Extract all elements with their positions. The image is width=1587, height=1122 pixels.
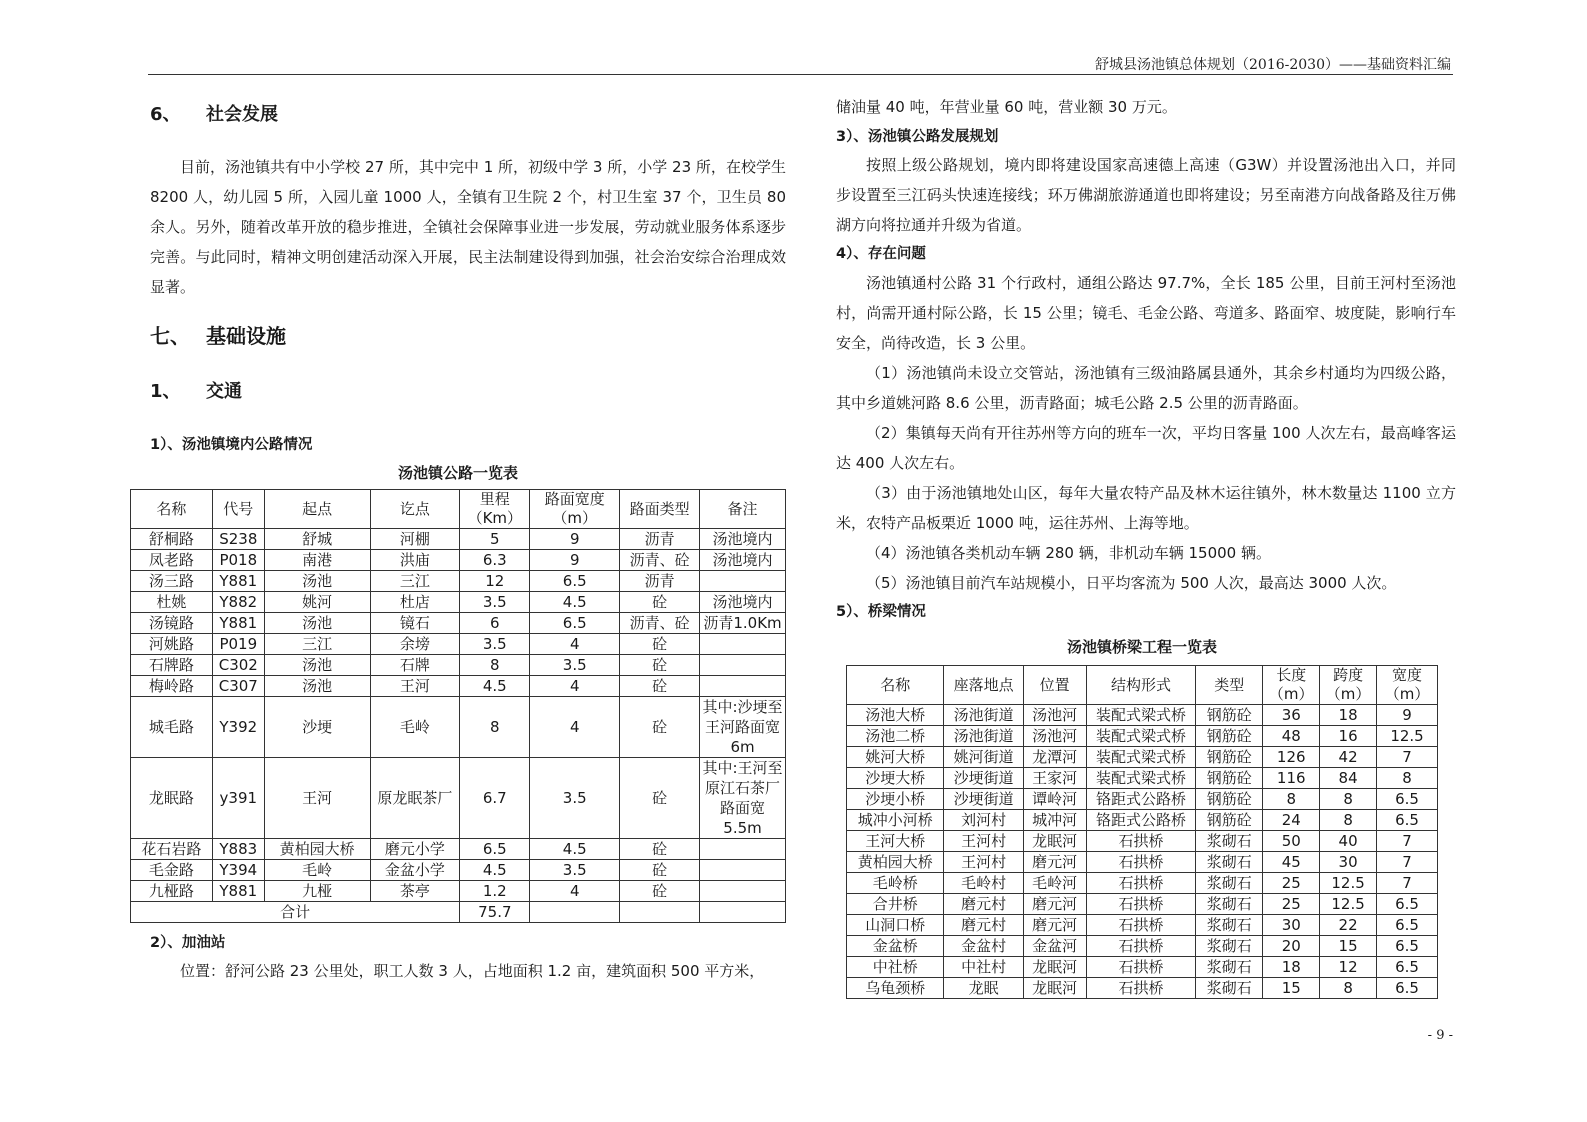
table-cell: 9 (530, 550, 620, 571)
table-cell: 8 (460, 655, 530, 676)
table-cell: 4.5 (530, 839, 620, 860)
table-cell: 7 (1377, 852, 1438, 873)
table-cell (700, 571, 786, 592)
table-cell: 4 (530, 634, 620, 655)
table-cell: 毛岭 (370, 697, 460, 758)
table-cell: 茶亭 (370, 881, 460, 902)
table-cell: 磨元小学 (370, 839, 460, 860)
table-row (131, 592, 786, 613)
table-cell: 5 (460, 529, 530, 550)
table-cell: 石拱桥 (1086, 873, 1196, 894)
item-3-heading: 3）、汤池镇公路发展规划 (836, 129, 999, 145)
table-cell: 汤池河 (1023, 726, 1086, 747)
table-cell: 原龙眠茶厂 (370, 758, 460, 839)
table-cell: 15 (1263, 978, 1320, 999)
table-cell: 毛岭村 (944, 873, 1023, 894)
table-cell: 汤池 (264, 655, 370, 676)
table-cell: 4.5 (460, 676, 530, 697)
column-header: 类型 (1196, 666, 1263, 705)
table-cell: 王河 (264, 758, 370, 839)
table-cell: 沙埂街道 (944, 789, 1023, 810)
table-cell: 装配式梁式桥 (1086, 747, 1196, 768)
table-row (131, 550, 786, 571)
table-cell: 18 (1263, 957, 1320, 978)
column-header: 名称 (131, 490, 213, 529)
table-cell: Y394 (212, 860, 264, 881)
table-cell: 浆砌石 (1196, 873, 1263, 894)
table-cell: 18 (1320, 705, 1377, 726)
section-6-heading (150, 100, 786, 126)
item-4-heading: 4）、存在问题 (836, 246, 926, 262)
social-development-paragraph: 目前，汤池镇共有中小学校 27 所，其中完中 1 所，初级中学 3 所，小学 23 所，在校学生 8200 人，幼儿园 5 所，入园儿童 1000 人，全镇有卫生院 2 个，村卫生室 37 个，卫生员 80 余人。另外，随着改革开放的稳步推进，全镇社会保障事业进一步发展，劳动就业服务体系逐步完善。与此同时，精神文明创建活动深入开展，民主法制建设得到加强，社会治安综合治理成效显著。 (150, 158, 786, 296)
table-row (131, 839, 786, 860)
table-cell: 中社桥 (847, 957, 944, 978)
table-cell: 龙潭河 (1023, 747, 1086, 768)
table-cell: 城冲河 (1023, 810, 1086, 831)
right-column (836, 96, 1456, 999)
table-cell: 梅岭路 (131, 676, 213, 697)
table-cell: 沙埂街道 (944, 768, 1023, 789)
table-cell: 毛岭桥 (847, 873, 944, 894)
table-cell: 黄柏园大桥 (847, 852, 944, 873)
table-cell: S238 (212, 529, 264, 550)
table-cell: 25 (1263, 873, 1320, 894)
table-cell: 铬距式公路桥 (1086, 789, 1196, 810)
table-cell: 金盆桥 (847, 936, 944, 957)
table-cell: 汤池 (264, 613, 370, 634)
table-cell: 杜店 (370, 592, 460, 613)
table-row (847, 789, 1438, 810)
problem-item: （1）汤池镇尚未设立交管站，汤池镇有三级油路属县通外，其余乡村通均为四级公路，其中乡道姚河路 8.6 公里，沥青路面；城毛公路 2.5 公里的沥青路面。 (836, 364, 1456, 412)
chapter-number: 七、 (150, 324, 190, 348)
table-cell: 九桠路 (131, 881, 213, 902)
table-cell: 沙埂小桥 (847, 789, 944, 810)
table-cell: 6.5 (530, 571, 620, 592)
table-row (131, 571, 786, 592)
table-cell: 浆砌石 (1196, 978, 1263, 999)
chapter-7-heading (150, 320, 786, 349)
table-cell: 砼 (620, 697, 700, 758)
bridge-table (846, 665, 1438, 999)
table-cell: 浆砌石 (1196, 915, 1263, 936)
table-cell (700, 655, 786, 676)
table-cell: 钢筋砼 (1196, 705, 1263, 726)
bridge-table-caption: 汤池镇桥梁工程一览表 (1066, 638, 1217, 656)
column-header: 备注 (700, 490, 786, 529)
table-cell: 姚河大桥 (847, 747, 944, 768)
table-cell: C302 (212, 655, 264, 676)
table-row (131, 758, 786, 839)
problem-item: （3）由于汤池镇地处山区，每年大量农特产品及林木运往镇外，林木数量达 1100 立方米，农特产品板栗近 1000 吨，运往苏州、上海等地。 (836, 484, 1456, 532)
problems-list (836, 358, 1456, 598)
table-cell: 12 (1320, 957, 1377, 978)
table-cell: 84 (1320, 768, 1377, 789)
table-cell: 沥青 (620, 571, 700, 592)
table-cell: 姚河街道 (944, 747, 1023, 768)
table-cell: 乌龟颈桥 (847, 978, 944, 999)
table-cell: 钢筋砼 (1196, 810, 1263, 831)
table-cell: 12.5 (1320, 894, 1377, 915)
table-cell: 龙眠河 (1023, 831, 1086, 852)
table-cell: 山洞口桥 (847, 915, 944, 936)
table-cell: 6.5 (1377, 894, 1438, 915)
table-cell: 石牌 (370, 655, 460, 676)
table-cell: 45 (1263, 852, 1320, 873)
table-cell: 3.5 (460, 634, 530, 655)
table-cell (700, 902, 786, 923)
column-header: 座落地点 (944, 666, 1023, 705)
table-cell: 砼 (620, 592, 700, 613)
problem-item: （2）集镇每天尚有开往苏州等方向的班车一次，平均日客量 100 人次左右，最高峰客运达 400 人次左右。 (836, 424, 1456, 472)
table-cell: P018 (212, 550, 264, 571)
table-cell: 金盆小学 (370, 860, 460, 881)
table-cell: 金盆河 (1023, 936, 1086, 957)
column-header: 路面类型 (620, 490, 700, 529)
section-number: 6、 (150, 104, 181, 125)
table-cell: Y881 (212, 613, 264, 634)
table-cell: 沙埂 (264, 697, 370, 758)
header-rule (148, 74, 1453, 75)
table-row (131, 529, 786, 550)
table-cell: 王河村 (944, 852, 1023, 873)
table-cell: 三江 (370, 571, 460, 592)
table-cell: 龙眠河 (1023, 957, 1086, 978)
table-cell: 石拱桥 (1086, 852, 1196, 873)
table-cell: 砼 (620, 860, 700, 881)
table-cell: 余塝 (370, 634, 460, 655)
table-cell: 毛金路 (131, 860, 213, 881)
table-cell (700, 860, 786, 881)
table-cell: P019 (212, 634, 264, 655)
table-row (847, 873, 1438, 894)
table-cell: 装配式梁式桥 (1086, 705, 1196, 726)
road-table (130, 489, 786, 923)
table-cell: 116 (1263, 768, 1320, 789)
table-cell (700, 634, 786, 655)
table-cell: 浆砌石 (1196, 894, 1263, 915)
subsection-1-heading (150, 377, 786, 403)
table-row (131, 881, 786, 902)
table-row (847, 726, 1438, 747)
section-title: 社会发展 (206, 104, 278, 125)
item-1-heading: 1）、汤池镇境内公路情况 (150, 437, 313, 453)
table-cell: 石拱桥 (1086, 978, 1196, 999)
item-2-heading: 2）、加油站 (150, 935, 226, 951)
gas-station-paragraph: 位置：舒河公路 23 公里处，职工人数 3 人，占地面积 1.2 亩，建筑面积 500 平方米， (180, 962, 765, 980)
column-header: 起点 (264, 490, 370, 529)
table-cell: 花石岩路 (131, 839, 213, 860)
table-cell: 镜石 (370, 613, 460, 634)
table-cell: 汤池街道 (944, 726, 1023, 747)
table-cell: 其中:王河至原江石茶厂路面宽 5.5m (700, 758, 786, 839)
table-cell: 36 (1263, 705, 1320, 726)
table-row (131, 676, 786, 697)
table-cell: 4 (530, 697, 620, 758)
table-cell: 汤池街道 (944, 705, 1023, 726)
table-cell: 磨元村 (944, 894, 1023, 915)
table-cell: 30 (1320, 852, 1377, 873)
table-cell: 16 (1320, 726, 1377, 747)
column-header: 路面宽度（m） (530, 490, 620, 529)
table-cell: 沙埂大桥 (847, 768, 944, 789)
table-cell: 50 (1263, 831, 1320, 852)
column-header: 里程（Km） (460, 490, 530, 529)
table-cell: C307 (212, 676, 264, 697)
table-cell: 8 (1377, 768, 1438, 789)
table-cell: 砼 (620, 758, 700, 839)
table-cell: 汤池境内 (700, 529, 786, 550)
table-cell: 12.5 (1377, 726, 1438, 747)
total-label: 合计 (131, 902, 460, 923)
table-cell: 15 (1320, 936, 1377, 957)
table-cell: 汤三路 (131, 571, 213, 592)
table-cell: 砼 (620, 634, 700, 655)
table-cell: 磨元村 (944, 915, 1023, 936)
table-cell: 南港 (264, 550, 370, 571)
table-cell: 凤老路 (131, 550, 213, 571)
page-number: - 9 - (1427, 1028, 1453, 1043)
table-cell: 浆砌石 (1196, 831, 1263, 852)
table-cell: 8 (1320, 978, 1377, 999)
table-cell: 合井桥 (847, 894, 944, 915)
table-cell: 汤池境内 (700, 550, 786, 571)
table-cell: Y881 (212, 881, 264, 902)
column-header: 宽度（m） (1377, 666, 1438, 705)
table-row (131, 655, 786, 676)
table-cell: 8 (1263, 789, 1320, 810)
table-cell: 沥青 (620, 529, 700, 550)
table-cell: 25 (1263, 894, 1320, 915)
table-row (847, 915, 1438, 936)
table-cell: 汤池境内 (700, 592, 786, 613)
table-cell: 沥青、砼 (620, 613, 700, 634)
problems-paragraph: 汤池镇通村公路 31 个行政村，通组公路达 97.7%，全长 185 公里，目前王河村至汤池村，尚需开通村际公路，长 15 公里；镜毛、毛金公路、弯道多、路面窄、坡度陡，影响行车安全，尚待改造，长 3 公里。 (836, 274, 1456, 352)
table-cell: 汤池二桥 (847, 726, 944, 747)
table-cell (620, 902, 700, 923)
table-cell: 12.5 (1320, 873, 1377, 894)
table-cell: 磨元河 (1023, 915, 1086, 936)
table-cell: 4 (530, 881, 620, 902)
table-cell: 6.5 (1377, 810, 1438, 831)
table-row (847, 768, 1438, 789)
table-row (847, 978, 1438, 999)
table-cell: 浆砌石 (1196, 852, 1263, 873)
problem-item: （4）汤池镇各类机动车辆 280 辆，非机动车辆 15000 辆。 (866, 544, 1271, 562)
table-cell: Y392 (212, 697, 264, 758)
table-cell: 钢筋砼 (1196, 789, 1263, 810)
table-row (131, 613, 786, 634)
table-cell: 48 (1263, 726, 1320, 747)
table-cell: 龙眠河 (1023, 978, 1086, 999)
table-cell: 舒城 (264, 529, 370, 550)
table-row (847, 894, 1438, 915)
table-cell: 磨元河 (1023, 894, 1086, 915)
table-cell: 洪庙 (370, 550, 460, 571)
table-cell: 装配式梁式桥 (1086, 768, 1196, 789)
table-cell: 砼 (620, 839, 700, 860)
table-cell: 石拱桥 (1086, 936, 1196, 957)
table-cell: 沥青、砼 (620, 550, 700, 571)
table-cell: 三江 (264, 634, 370, 655)
table-cell: 汤池 (264, 676, 370, 697)
table-cell: 磨元河 (1023, 852, 1086, 873)
road-table-caption: 汤池镇公路一览表 (397, 464, 518, 482)
column-header: 位置 (1023, 666, 1086, 705)
table-cell: 8 (1320, 789, 1377, 810)
table-cell: 12 (460, 571, 530, 592)
table-cell: 龙眠 (944, 978, 1023, 999)
table-cell: 40 (1320, 831, 1377, 852)
table-cell: 汤镜路 (131, 613, 213, 634)
table-cell: 王河大桥 (847, 831, 944, 852)
table-cell: 4.5 (460, 860, 530, 881)
table-cell: 4.5 (530, 592, 620, 613)
table-row (847, 810, 1438, 831)
table-cell: 黄柏园大桥 (264, 839, 370, 860)
table-cell: 城毛路 (131, 697, 213, 758)
left-column (141, 96, 786, 986)
column-header: 讫点 (370, 490, 460, 529)
table-cell (530, 902, 620, 923)
column-header: 跨度（m） (1320, 666, 1377, 705)
table-cell: 6.5 (1377, 915, 1438, 936)
road-plan-paragraph: 按照上级公路规划，境内即将建设国家高速德上高速（G3W）并设置汤池出入口，并同步设置至三江码头快速连接线；环万佛湖旅游通道也即将建设；另至南港方向战备路及往万佛湖方向将拉通并升级为省道。 (836, 156, 1456, 234)
table-row (847, 705, 1438, 726)
table-cell: 22 (1320, 915, 1377, 936)
table-cell: 3.5 (460, 592, 530, 613)
table-cell: 126 (1263, 747, 1320, 768)
table-cell: 龙眠路 (131, 758, 213, 839)
table-row (847, 936, 1438, 957)
table-cell: 20 (1263, 936, 1320, 957)
table-cell: Y883 (212, 839, 264, 860)
table-cell: 9 (1377, 705, 1438, 726)
table-cell (700, 676, 786, 697)
chapter-title: 基础设施 (206, 324, 286, 348)
table-cell: 石拱桥 (1086, 915, 1196, 936)
table-cell: 城冲小河桥 (847, 810, 944, 831)
table-cell: 8 (1320, 810, 1377, 831)
table-cell: Y882 (212, 592, 264, 613)
table-cell: 王河村 (944, 831, 1023, 852)
table-cell: 其中:沙埂至王河路面宽6m (700, 697, 786, 758)
subsection-number: 1、 (150, 381, 181, 402)
table-cell: 刘河村 (944, 810, 1023, 831)
table-cell: 毛岭河 (1023, 873, 1086, 894)
table-cell: 8 (460, 697, 530, 758)
table-cell: 谭岭河 (1023, 789, 1086, 810)
table-cell: 铬距式公路桥 (1086, 810, 1196, 831)
table-cell: 河姚路 (131, 634, 213, 655)
table-cell: 6.5 (530, 613, 620, 634)
table-cell: 6.3 (460, 550, 530, 571)
total-value: 75.7 (460, 902, 530, 923)
table-row (847, 831, 1438, 852)
table-cell: 装配式梁式桥 (1086, 726, 1196, 747)
table-cell: 6 (460, 613, 530, 634)
document-header: 舒城县汤池镇总体规划（2016-2030）——基础资料汇编 (1095, 57, 1451, 73)
table-cell: 7 (1377, 873, 1438, 894)
table-cell: 毛岭 (264, 860, 370, 881)
table-cell: 7 (1377, 747, 1438, 768)
table-cell: 钢筋砼 (1196, 768, 1263, 789)
table-cell: 钢筋砼 (1196, 747, 1263, 768)
table-row (131, 860, 786, 881)
table-cell: 石拱桥 (1086, 957, 1196, 978)
table-row (847, 852, 1438, 873)
table-cell: 河棚 (370, 529, 460, 550)
table-cell: 汤池河 (1023, 705, 1086, 726)
table-cell: 6.5 (1377, 789, 1438, 810)
table-cell: 4 (530, 676, 620, 697)
table-row (847, 747, 1438, 768)
table-cell: 石拱桥 (1086, 831, 1196, 852)
table-cell: 汤池 (264, 571, 370, 592)
column-header: 长度（m） (1263, 666, 1320, 705)
table-row (131, 634, 786, 655)
table-cell: 沥青1.0Km (700, 613, 786, 634)
table-cell: 汤池大桥 (847, 705, 944, 726)
table-row (131, 697, 786, 758)
table-cell: 舒桐路 (131, 529, 213, 550)
table-cell: 王河 (370, 676, 460, 697)
column-header: 代号 (212, 490, 264, 529)
table-cell: 浆砌石 (1196, 957, 1263, 978)
table-cell: 6.7 (460, 758, 530, 839)
table-cell: 6.5 (1377, 978, 1438, 999)
total-row (131, 902, 786, 923)
table-cell: 九桠 (264, 881, 370, 902)
column-header: 名称 (847, 666, 944, 705)
table-cell: 30 (1263, 915, 1320, 936)
table-cell: 6.5 (1377, 936, 1438, 957)
subsection-title: 交通 (206, 381, 242, 402)
table-cell: 姚河 (264, 592, 370, 613)
table-cell: 砼 (620, 881, 700, 902)
table-cell: 砼 (620, 655, 700, 676)
table-cell: 3.5 (530, 860, 620, 881)
table-cell: 王家河 (1023, 768, 1086, 789)
table-cell: 24 (1263, 810, 1320, 831)
gas-station-continuation: 储油量 40 吨，年营业量 60 吨，营业额 30 万元。 (836, 98, 1177, 116)
column-header: 结构形式 (1086, 666, 1196, 705)
table-cell: 6.5 (1377, 957, 1438, 978)
table-cell: 1.2 (460, 881, 530, 902)
table-cell: 浆砌石 (1196, 936, 1263, 957)
table-cell: y391 (212, 758, 264, 839)
table-cell: 钢筋砼 (1196, 726, 1263, 747)
table-cell (700, 839, 786, 860)
item-5-heading: 5）、桥梁情况 (836, 604, 926, 620)
table-cell: 石牌路 (131, 655, 213, 676)
table-cell: 3.5 (530, 758, 620, 839)
table-cell: 中社村 (944, 957, 1023, 978)
table-cell: 杜姚 (131, 592, 213, 613)
table-cell (700, 881, 786, 902)
table-cell: 6.5 (460, 839, 530, 860)
table-cell: 金盆村 (944, 936, 1023, 957)
table-row (847, 957, 1438, 978)
table-cell: 石拱桥 (1086, 894, 1196, 915)
problem-item: （5）汤池镇目前汽车站规模小，日平均客流为 500 人次，最高达 3000 人次。 (866, 574, 1397, 592)
table-cell: 砼 (620, 676, 700, 697)
table-cell: 7 (1377, 831, 1438, 852)
table-cell: 3.5 (530, 655, 620, 676)
table-cell: 42 (1320, 747, 1377, 768)
table-cell: 9 (530, 529, 620, 550)
table-cell: Y881 (212, 571, 264, 592)
